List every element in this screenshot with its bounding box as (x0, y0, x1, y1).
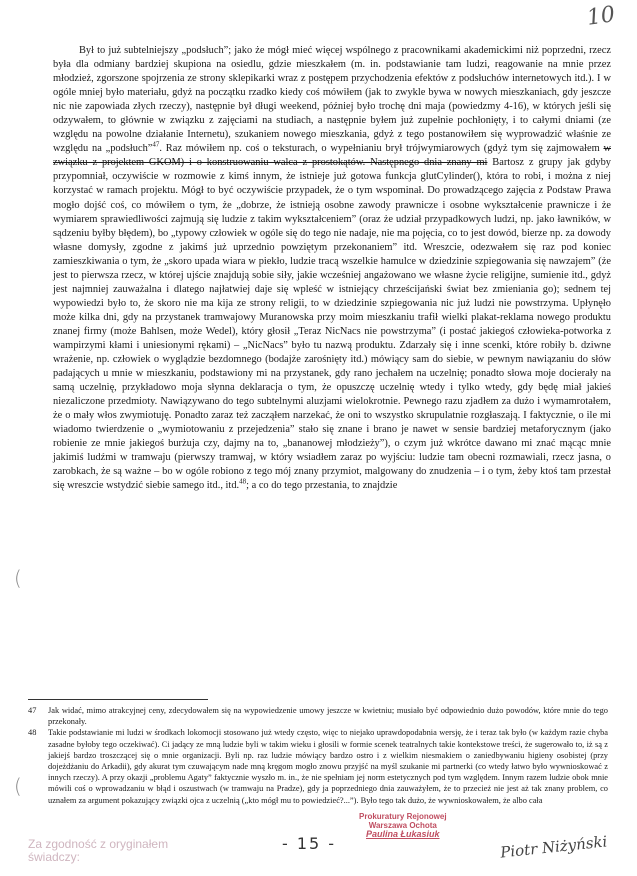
footnote-ref-48: 48 (239, 477, 247, 486)
footnote-ref-47: 47 (152, 140, 160, 149)
stamp-line: Warszawa Ochota (368, 821, 437, 830)
stamp-line: Paulina Łukasiuk (366, 829, 440, 839)
struck-through-text: w związku z projektem GKOM) i o konstruowaniu walca z prostokątów. Następnego dnia znany mi (53, 143, 611, 169)
footnote-48 (28, 727, 608, 805)
footnote-text: Jak widać, mimo atrakcyjnej ceny, zdecydowałem się na wypowiedzenie umowy jeszcze w kwietniu; musiało być odpowiednio dużo powodów, które mnie do tego przekonały. (48, 706, 608, 727)
page-number: - 15 - (282, 834, 337, 853)
prosecutor-office-stamp (359, 812, 447, 839)
footnote-separator (28, 699, 208, 700)
footnote-number: 47 (28, 706, 37, 715)
paragraph-part-3: Bartosz z grupy jak gdyby przypomniał, oczywiście w rozmowie z kimś innym, że istnieje już gotowa funkcja glutCylinder(), która to robi, i można z niej korzystać w ramach projektu. Mógł to być oczywiście przypadek, że o tym wspominał. Do prowadzącego zajęcia z Podstaw Prawa mogło dojść coś, co mówiłem o tym, że „dobrze, że istnieją osobne zawody prawnicze i osobne wykształcenie prawnicze i że wymiarem sprawiedliwości zajmują się ludzie z takim wykształceniem” (oraz że udział przypadkowych ludzi, np. jako ławników, w sądzeniu byłby błędem), bo „typowy człowiek w ogóle się do tego nie nadaje, nie ma pojęcia, co to jest dowód, bierze np. za dowody własne domysły, zgodne z jakimś już uprzednio powziętym przekonaniem” itd. Wreszcie, odezwałem się raz pod koniec zamieszkiwania o tym, że „skoro upada wiara w piekło, ludzie tracą wszelkie hamulce w dziedzinie szpiegowania się nawzajem” (że jest to pierwsza rzecz, w której ujście znajdują sobie siły, jakie wcześniej angażowano we własne życie religijne, sumienie itd., gdyż jest najmniej zauważalna i dlatego najłatwiej daje się wpleść w istniejący chrześcijański świat bez zmieniania go); sednem tej wypowiedzi było to, że skoro nie ma kija ze strony religii, to w dziedzinie szpiegowania nic już ludzi nie powstrzyma. Upłynęło może kilka dni, gdy na przystanek tramwajowy Muranowska przy moim mieszkaniu trafił wielki plakat-reklama nowego produktu znanej firmy (może Bahlsen, może Wedel), który głosił „Teraz NicNacs nie powstrzyma” (i postać jakiegoś człowieka-potworka z wampirzymi kłami i uniesionymi rękami) – „NicNacs” było tu nazwą produktu. Zdarzały się i inne scenki, które robiły b. dziwne wrażenie, np. człowiek o wyglądzie bezdomnego (bodajże zarośnięty itd.) mówiący sam do siebie, w pewnym nawiązaniu do słów padających u mnie w mieszkaniu, podstawiony mi na przystanek, gdy rano jechałem na uczelnię; ponadto słowa moje docierały na samą uczelnię, przykładowo moja słynna deklaracja o tym, że opuszczę uczelnię wtedy i tylko wtedy, gdy będę miał jakieś niezaliczone przedmioty. Nawiązywano do tego subtelnymi aluzjami wielokrotnie. Pewnego razu zjadłem za dużo i wymamrotałem, że o mały włos zwymiotuję. Ponadto zaraz też zacząłem narzekać, że oni to wszystko skrupulatnie rozgłaszają. I faktycznie, o ile mi wiadomo twierdzenie o „wymiotowaniu z przejedzenia” stało się znane i brano je nawet w sensie bardziej metaforycznym (jako robienie ze mnie jakiegoś burżuja czy, dajmy na to, „bananowej młodzieży”), o czym już wkrótce dawano mi znać mącąc mnie jakimiś ludźmi w tramwaju (pierwszy tramwaj, w który wsiadłem zaraz po wyjściu: ludzie tam obecni rozmawiali, rzecz jasna, o zarobkach, że są ważne – bo w ogóle robiono z tego mój znany przymiot, malgowany do znudzenia – i o tym, żeby ktoś tam przestał się wreszcie wstydzić siebie samego itd., itd. (53, 157, 611, 492)
certification-stamp (28, 838, 168, 864)
paragraph-part-2: . Raz mówiłem np. coś o teksturach, o wypełnianiu brył trójwymiarowych (gdyż tym się zajmowałem (159, 143, 604, 155)
footnotes (28, 705, 608, 806)
footnote-text: Takie podstawianie mi ludzi w środkach lokomocji stosowano już wtedy często, więc to niejako uprawdopodabnia wersję, że i teraz tak było (w każdym razie chyba zasadne byłoby tego oczekiwać). Ci jadący ze mną ludzie byli w takim wieku i głosili w formie scenek teatralnych takie kontekstowe treści, że sugerowało to, iż są z jakiejś bardzo troszczącej się o mnie organizacji. Byli np. raz ludzie mówiący bardzo ostro i z wielkim niesmakiem o zaniedbywaniu higieny osobistej (przy dojeżdżaniu do Arkadii), gdy akurat tym czuwającym nade mną kręgom mogło znowu przyjść na myśl szukanie mi partnerki (co wtedy łatwo było wywnioskować z innych rzeczy). A przy okazji „problemu Agaty” faktycznie wyszło m. in., że nie spełniam jej norm estetycznych pod tym względem. Innym razem ludzie obok mnie mówili coś o wprowadzaniu w błąd i oszustwach (w tramwaju na Pradze), gdy ja poprzedniego dnia zauważyłem, że to przecież nie jest aż tak znany problem, co uznałem za argument pokazujący związki ojca z uczelnią („kto mógł mu to powiedzieć?...”). Było tego tak dużo, że wywnioskowałem, że albo cała (48, 728, 608, 805)
handwritten-signature: Piotr Niżyński (499, 832, 609, 862)
handwritten-page-mark: 10 (585, 2, 617, 31)
main-paragraph (53, 44, 611, 494)
margin-bracket-mark: ( (14, 774, 22, 798)
paragraph-part-4: ; a co do tego przestania, to znajdzie (246, 480, 398, 492)
footnote-number: 48 (28, 728, 37, 738)
stamp-line: świadczy: (28, 850, 81, 864)
stamp-line: Za zgodność z oryginałem (28, 837, 169, 851)
stamp-line: Prokuratury Rejonowej (359, 812, 447, 821)
margin-bracket-mark: ( (14, 566, 22, 590)
footnote-47 (28, 705, 608, 727)
paragraph-part-1: Był to już subtelniejszy „podsłuch”; jako że mógł mieć więcej wspólnego z pracownikami akademickimi niż poprzedni, rzecz była dla odmiany bardziej skupiona na osiedlu, gdzie mieszkałem (m. in. podstawianie tam ludzi, reagowanie na mnie przez młodzież, zgorszone spojrzenia ze strony sklepikarki wraz z postępem przychodzenia efektów z podsłuchów internetowych itd.). I w ogóle mniej było materiału, gdyż na początku rzadko kiedy coś mówiłem (jak to zwykle bywa w nowych mieszkaniach, gdy jeszcze nic nie zapowiada złych rzeczy), następnie był długi weekend, później było trochę dni maja (powiedzmy 4-16), w których jeśli się odzywałem, to głównie w związku z zajęciami na studiach, a następnie byłem już zupełnie pochłonięty, i to całymi dniami (ze względu na powolne działanie Internetu), szukaniem nowego mieszkania, gdyż z tego postanowiłem się wyprowadzić właśnie ze względu na „podsłuch” (53, 45, 611, 155)
